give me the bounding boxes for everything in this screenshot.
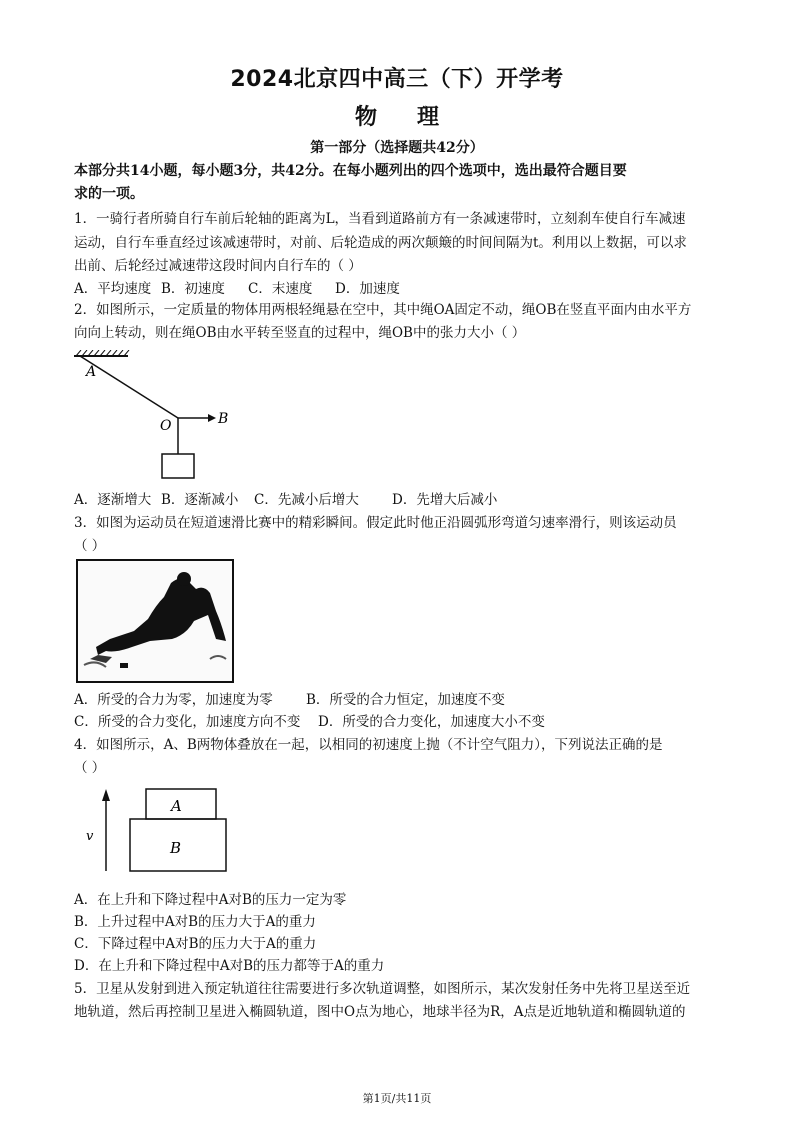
q3-option-d[interactable]: D．所受的合力变化，加速度大小不变 — [318, 714, 545, 730]
q1-line-3: 出前、后轮经过减速带这段时间内自行车的（ ） — [74, 258, 362, 274]
q1-line-2: 运动，自行车垂直经过该减速带时，对前、后轮造成的两次颠簸的时间间隔为t。利用以上数据，可以求 — [74, 235, 687, 251]
arrow-b-icon — [208, 414, 216, 422]
q3-option-a[interactable]: A．所受的合力为零，加速度为零 — [74, 692, 273, 708]
q3-option-c[interactable]: C．所受的合力变化，加速度方向不变 — [74, 714, 301, 730]
q1-line-1: 1．一骑行者所骑自行车前后轮轴的距离为L，当看到道路前方有一条减速带时，立刻刹车使自行车减速 — [74, 211, 686, 227]
q1-options — [74, 279, 724, 299]
q3-options-row-2 — [74, 712, 724, 732]
label-b: B — [218, 411, 229, 427]
q3-options-row-1 — [74, 690, 724, 710]
label-block-b: B — [170, 839, 182, 857]
q3-skater-photo — [76, 559, 234, 683]
label-block-a: A — [171, 797, 182, 815]
q1-option-b[interactable]: B．初速度 — [161, 281, 225, 297]
label-v: v — [86, 829, 94, 844]
q3-line-2: （ ） — [74, 538, 106, 554]
q4-option-a[interactable]: A．在上升和下降过程中A对B的压力一定为零 — [74, 892, 347, 908]
page-footer: 第1页/共11页 — [362, 1092, 432, 1105]
part-heading: 第一部分（选择题共42分） — [310, 140, 484, 156]
q2-option-c[interactable]: C．先减小后增大 — [254, 492, 359, 508]
subject-char-2: 理 — [417, 105, 440, 130]
q2-line-2: 向向上转动，则在绳OB由水平转至竖直的过程中，绳OB中的张力大小（ ） — [74, 325, 526, 341]
hanging-block — [162, 454, 194, 478]
subject-char-1: 物 — [354, 105, 377, 130]
q2-options — [74, 490, 724, 510]
q5-line-2: 地轨道，然后再控制卫星进入椭圆轨道，图中O点为地心，地球半径为R，A点是近地轨道和椭圆轨道的 — [74, 1004, 686, 1020]
q2-option-b[interactable]: B．逐渐减小 — [161, 492, 239, 508]
q4-option-b[interactable]: B．上升过程中A对B的压力大于A的重力 — [74, 914, 316, 930]
q3-line-1: 3．如图为运动员在短道速滑比赛中的精彩瞬间。假定此时他正沿圆弧形弯道匀速率滑行，则该运动员 — [74, 515, 677, 531]
instruction-line-2: 求的一项。 — [74, 186, 144, 202]
label-a: A — [86, 364, 97, 380]
q4-figure — [80, 785, 230, 877]
q5-line-1: 5．卫星从发射到进入预定轨道往往需要进行多次轨道调整，如图所示，某次发射任务中先将卫星送至近 — [74, 981, 691, 997]
q4-line-1: 4．如图所示，A、B两物体叠放在一起，以相同的初速度上抛（不计空气阻力），下列说法正确的是 — [74, 737, 663, 753]
q1-option-c[interactable]: C．末速度 — [248, 281, 313, 297]
part-instruction — [74, 160, 724, 206]
ice-marker — [120, 663, 128, 668]
exam-title: 2024北京四中高三（下）开学考 — [230, 67, 564, 92]
q1-option-d[interactable]: D．加速度 — [335, 281, 400, 297]
q3-option-b[interactable]: B．所受的合力恒定，加速度不变 — [306, 692, 505, 708]
q4-option-d[interactable]: D．在上升和下降过程中A对B的压力都等于A的重力 — [74, 958, 385, 974]
velocity-arrow-icon — [102, 789, 110, 801]
q4-line-2: （ ） — [74, 760, 106, 776]
q2-figure — [70, 350, 240, 485]
q1-option-a[interactable]: A．平均速度 — [74, 281, 152, 297]
q2-option-d[interactable]: D．先增大后减小 — [392, 492, 498, 508]
label-o: O — [160, 418, 172, 434]
q2-option-a[interactable]: A．逐渐增大 — [74, 492, 152, 508]
skater-helmet — [177, 572, 191, 586]
instruction-line-1: 本部分共14小题，每小题3分，共42分。在每小题列出的四个选项中，选出最符合题目要 — [74, 163, 627, 179]
subject-title — [0, 100, 794, 131]
q2-line-1: 2．如图所示，一定质量的物体用两根轻绳悬在空中，其中绳OA固定不动，绳OB在竖直平面内由水平方 — [74, 302, 692, 318]
q4-option-c[interactable]: C．下降过程中A对B的压力大于A的重力 — [74, 936, 317, 952]
